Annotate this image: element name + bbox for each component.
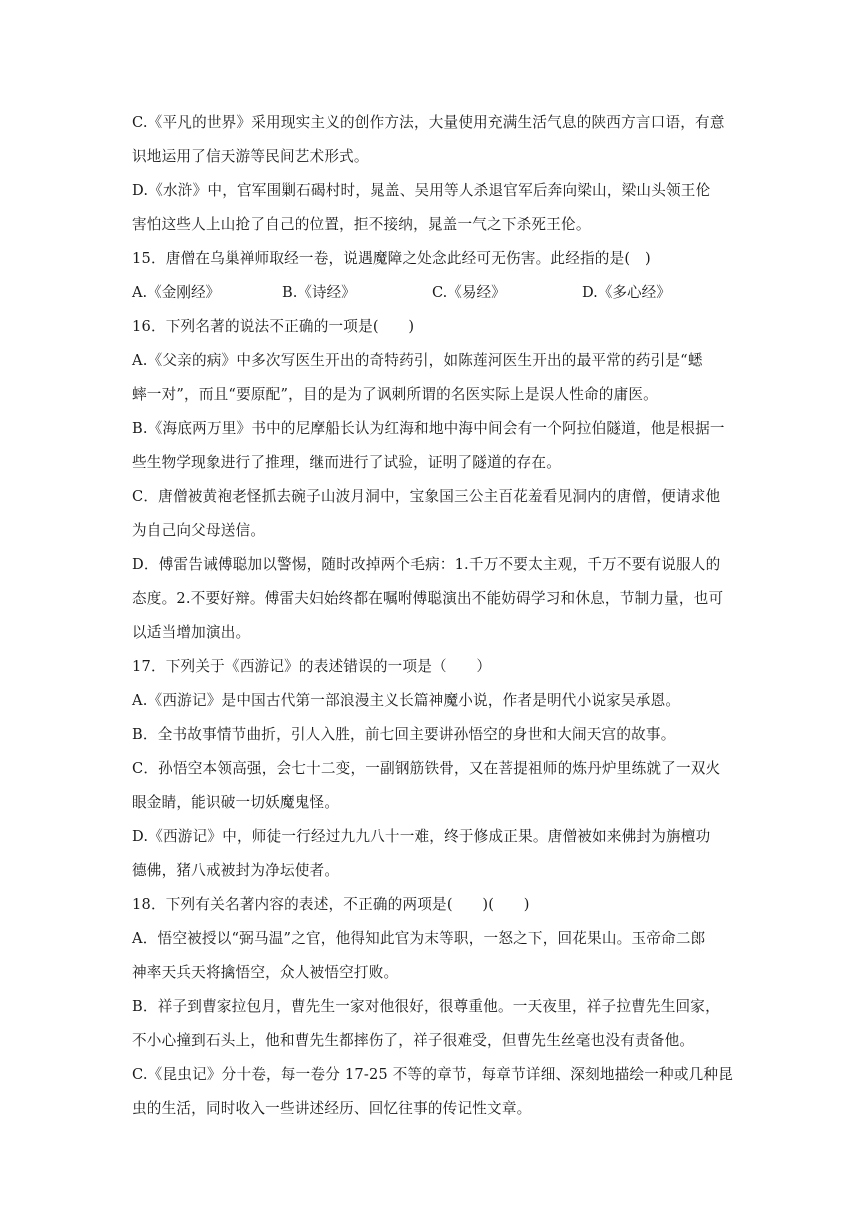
text-line: C.《平凡的世界》采用现实主义的创作方法，大量使用充满生活气息的陕西方言口语，有意 bbox=[132, 114, 725, 131]
q15-options bbox=[132, 276, 732, 310]
text-line: 眼金睛，能识破一切妖魔鬼怪。 bbox=[132, 794, 340, 811]
text-line: D．傅雷告诫傅聪加以警惕，随时改掉两个毛病：1.千万不要太主观，千万不要有说服人的 bbox=[132, 556, 721, 573]
question-18: 18．下列有关名著内容的表述，不正确的两项是( )( ) bbox=[132, 896, 530, 913]
text-line: A.《西游记》是中国古代第一部浪漫主义长篇神魔小说，作者是明代小说家吴承恩。 bbox=[132, 692, 681, 709]
q15-option-c: C.《易经》 bbox=[432, 284, 506, 301]
text-line: 态度。2.不要好辩。傅雷夫妇始终都在嘱咐傅聪演出不能妨碍学习和休息，节制力量，也可 bbox=[132, 590, 724, 607]
question-16: 16．下列名著的说法不正确的一项是( ) bbox=[132, 318, 415, 335]
text-line: D.《水浒》中，官军围剿石碣村时，晁盖、吴用等人杀退官军后奔向梁山，梁山头领王伦 bbox=[132, 182, 711, 199]
text-line: C．孙悟空本领高强，会七十二变，一副钢筋铁骨，又在菩提祖师的炼丹炉里练就了一双火 bbox=[132, 760, 721, 777]
text-line: 德佛，猪八戒被封为净坛使者。 bbox=[132, 862, 340, 879]
text-line: D.《西游记》中，师徒一行经过九九八十一难，终于修成正果。唐僧被如来佛封为旃檀功 bbox=[132, 828, 711, 845]
text-line: 不小心撞到石头上，他和曹先生都摔伤了，祥子很难受，但曹先生丝毫也没有责备他。 bbox=[132, 1032, 695, 1049]
text-line: A．悟空被授以“弼马温”之官，他得知此官为末等职，一怒之下，回花果山。玉帝命二郎 bbox=[132, 930, 706, 947]
text-line: C．唐僧被黄袍老怪抓去碗子山波月洞中，宝象国三公主百花羞看见洞内的唐僧，便请求他 bbox=[132, 488, 721, 505]
text-line: 以适当增加演出。 bbox=[132, 624, 251, 641]
text-line: C.《昆虫记》分十卷，每一卷分 17-25 不等的章节，每章节详细、深刻地描绘一种或几种昆 bbox=[132, 1066, 734, 1083]
text-line: 识地运用了信天游等民间艺术形式。 bbox=[132, 148, 369, 165]
question-15: 15．唐僧在乌巢禅师取经一卷，说遇魔障之处念此经可无伤害。此经指的是( ) bbox=[132, 250, 651, 267]
question-17: 17．下列关于《西游记》的表述错误的一项是（ ） bbox=[132, 658, 492, 675]
text-line: B．祥子到曹家拉包月，曹先生一家对他很好，很尊重他。一天夜里，祥子拉曹先生回家， bbox=[132, 998, 720, 1015]
text-line: A.《父亲的病》中多次写医生开出的奇特药引，如陈莲河医生开出的最平常的药引是“蟋 bbox=[132, 352, 703, 369]
text-line: 害怕这些人上山抢了自己的位置，拒不接纳，晁盖一气之下杀死王伦。 bbox=[132, 216, 591, 233]
text-line: 神率天兵天将擒悟空，众人被悟空打败。 bbox=[132, 964, 399, 981]
q15-option-b: B.《诗经》 bbox=[282, 284, 356, 301]
document-page bbox=[132, 106, 732, 1126]
text-line: 蟀一对”，而且“要原配”，目的是为了讽刺所谓的名医实际上是误人性命的庸医。 bbox=[132, 386, 658, 403]
text-line: 为自己向父母送信。 bbox=[132, 522, 266, 539]
q15-option-d: D.《多心经》 bbox=[582, 284, 671, 301]
text-line: 虫的生活，同时收入一些讲述经历、回忆往事的传记性文章。 bbox=[132, 1100, 532, 1117]
text-line: B．全书故事情节曲折，引人入胜，前七回主要讲孙悟空的身世和大闹天宫的故事。 bbox=[132, 726, 676, 743]
text-line: B.《海底两万里》书中的尼摩船长认为红海和地中海中间会有一个阿拉伯隧道，他是根据一 bbox=[132, 420, 725, 437]
q15-option-a: A.《金刚经》 bbox=[132, 284, 221, 301]
text-line: 些生物学现象进行了推理，继而进行了试验，证明了隧道的存在。 bbox=[132, 454, 562, 471]
